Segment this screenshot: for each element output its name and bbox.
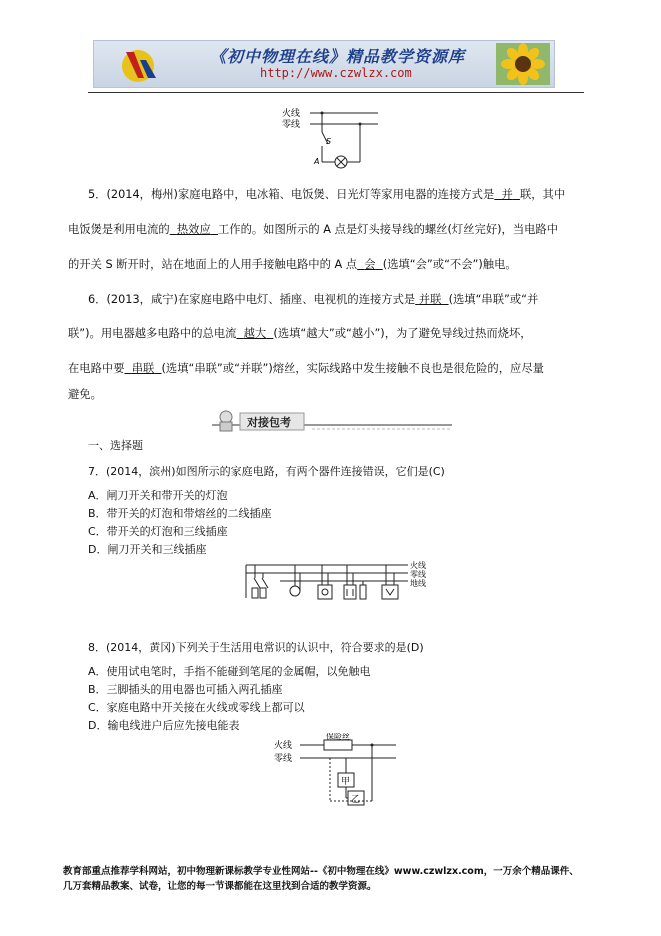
q7-label-live: 火线	[410, 561, 426, 570]
q6-answer-1: 并联	[418, 293, 442, 306]
label-neutral: 零线	[282, 120, 301, 130]
q5-line1: 5．(2014，梅州)家庭电路中，电冰箱、电饭煲、日光灯等家用电器的连接方式是 并 联，其中	[88, 188, 566, 201]
q5-answer-2: 热效应	[176, 223, 211, 236]
q5-line2: 电饭煲是利用电流的 热效应 工作的。如图所示的 A 点是灯头接导线的螺丝(灯丝完好)，当电路中	[68, 223, 559, 236]
q7-option-a: A．闸刀开关和带开关的灯泡	[88, 489, 228, 502]
q5-line3: 的开关 S 断开时，站在地面上的人用手接触电路中的 A 点 会 (选填“会”或“不会”)触电。	[68, 258, 517, 271]
q8-option-a: A．使用试电笔时，手指不能碰到笔尾的金属帽，以免触电	[88, 665, 371, 678]
q8-option-b: B．三脚插头的用电器也可插入两孔插座	[88, 683, 283, 696]
three-hole-socket-icon	[344, 565, 366, 599]
header-rule	[88, 92, 584, 93]
q7-option-b: B．带开关的灯泡和带熔丝的二线插座	[88, 507, 272, 520]
header-title: 《初中物理在线》精品教学资源库	[210, 47, 466, 66]
q6-line3: 在电路中要 串联 (选填“串联”或“并联”)熔丝，实际线路中发生接触不良也是很危险的，应尽量	[68, 362, 544, 375]
label-switch: S	[326, 137, 332, 146]
q6-answer-2: 越大	[243, 327, 267, 340]
q8-label-neutral: 零线	[274, 754, 293, 764]
q7-stem: 7．(2014，滨州)如图所示的家庭电路，有两个器件连接错误，它们是(C)	[88, 465, 445, 478]
mascot-icon	[220, 411, 232, 431]
part-heading: 一、选择题	[88, 439, 143, 452]
q7-label-ground: 地线	[410, 579, 426, 588]
header-url[interactable]: http://www.czwlzx.com	[260, 66, 412, 80]
section-title: 对接包考	[247, 416, 291, 429]
q6-answer-3: 串联	[131, 362, 155, 375]
q7-label-neutral: 零线	[410, 570, 426, 579]
fuse-socket-icon	[318, 565, 332, 599]
q7-option-d: D．闸刀开关和三线插座	[88, 543, 207, 556]
q7-option-c: C．带开关的灯泡和三线插座	[88, 525, 228, 538]
q8-label-fuse: 保险丝	[326, 733, 350, 741]
footer-line2: 几万套精品教案、试卷，让您的每一节课都能在这里找到合适的教学资源。	[63, 881, 377, 892]
site-logo-icon	[118, 44, 162, 84]
q5-answer-1: 并	[501, 188, 513, 201]
section-banner	[212, 410, 452, 432]
q6-line2: 联”)。用电器越多电路中的总电流 越大 (选填“越大”或“越小”)，为了避免导线过热而烧坏，	[68, 327, 532, 340]
circuit-figure-q8	[272, 733, 402, 813]
q8-label-live: 火线	[274, 741, 293, 751]
q8-label-yi: 乙	[351, 795, 361, 805]
q8-option-c: C．家庭电路中开关接在火线或零线上都可以	[88, 701, 305, 714]
q5-answer-3: 会	[364, 258, 376, 271]
circuit-figure-q7	[240, 558, 440, 608]
q8-option-d: D．输电线进户后应先接电能表	[88, 719, 240, 732]
label-live: 火线	[282, 109, 301, 119]
circuit-figure-top	[280, 104, 380, 174]
footer-line1: 教育部重点推荐学科网站，初中物理新课标教学专业性网站--《初中物理在线》www.czwlzx.com，一万余个精品课件、	[63, 866, 579, 877]
header-banner	[93, 40, 555, 88]
socket-icon	[382, 565, 398, 599]
q8-stem: 8．(2014，黄冈)下列关于生活用电常识的认识中，符合要求的是(D)	[88, 641, 424, 654]
q8-label-jia: 甲	[341, 777, 351, 787]
label-point-a: A	[314, 157, 320, 166]
q6-line4: 避免。	[68, 388, 102, 401]
q6-line1: 6．(2013，咸宁)在家庭电路中电灯、插座、电视机的连接方式是 并联 (选填“串联”或“并	[88, 293, 539, 306]
fuse-box	[324, 740, 352, 750]
sunflower-icon	[496, 43, 550, 85]
knife-switch-icon	[252, 578, 268, 598]
